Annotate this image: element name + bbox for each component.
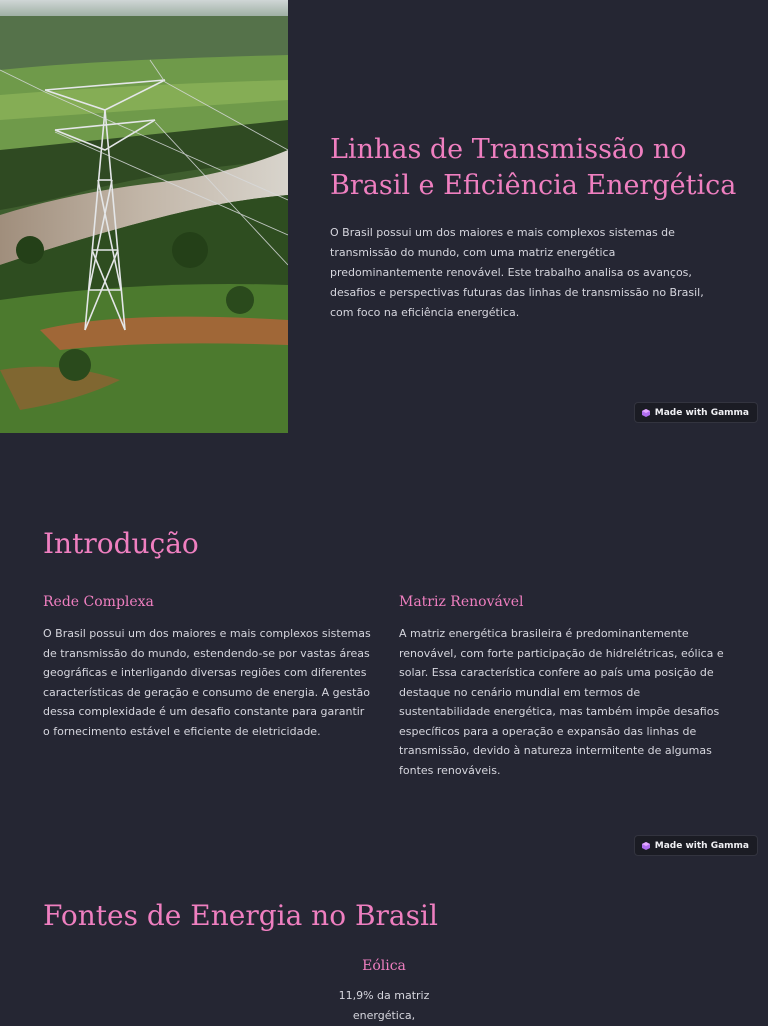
hero-image bbox=[0, 0, 288, 433]
hero-title: Linhas de Transmissão no Brasil e Eficiência Energética bbox=[330, 134, 737, 201]
made-with-gamma-badge[interactable] bbox=[634, 402, 758, 423]
rede-complexa-heading: Rede Complexa bbox=[43, 594, 154, 610]
rede-complexa-text: O Brasil possui um dos maiores e mais complexos sistemas de transmissão do mundo, estendendo-se por vastas áreas geográficas e interligando diversas regiões com diferentes características de geração e consumo de energia. A gestão dessa complexidade é um desafio constante para garantir o fornecimento estável e eficiente de eletricidade. bbox=[43, 627, 371, 738]
hero-description: O Brasil possui um dos maiores e mais complexos sistemas de transmissão do mundo, com uma matriz energética predominantemente renovável. Este trabalho analisa os avanços, desafios e perspectivas futuras das linhas de transmissão no Brasil, com foco na eficiência energética. bbox=[330, 226, 704, 319]
transmission-tower-photo bbox=[0, 0, 288, 433]
matriz-renovavel-text: A matriz energética brasileira é predominantemente renovável, com forte participação de hidrelétricas, eólica e solar. Essa característica confere ao país uma posição de destaque no cenário mundial em termos de sustentabilidade energética, mas também impõe desafios específicos para a operação e expansão das linhas de transmissão, devido à natureza intermitente de algumas fontes renováveis. bbox=[399, 627, 724, 777]
badge-label: Made with Gamma bbox=[654, 407, 749, 418]
matriz-renovavel-heading: Matriz Renovável bbox=[399, 594, 524, 610]
badge-label: Made with Gamma bbox=[654, 840, 749, 851]
gamma-gem-icon bbox=[642, 409, 650, 417]
gamma-gem-icon bbox=[642, 842, 650, 850]
eolica-text: 11,9% da matriz energética, bbox=[338, 989, 430, 1022]
made-with-gamma-badge[interactable] bbox=[634, 835, 758, 856]
energy-sources-title: Fontes de Energia no Brasil bbox=[43, 899, 438, 932]
intro-title: Introdução bbox=[43, 527, 199, 560]
eolica-heading: Eólica bbox=[362, 958, 406, 974]
